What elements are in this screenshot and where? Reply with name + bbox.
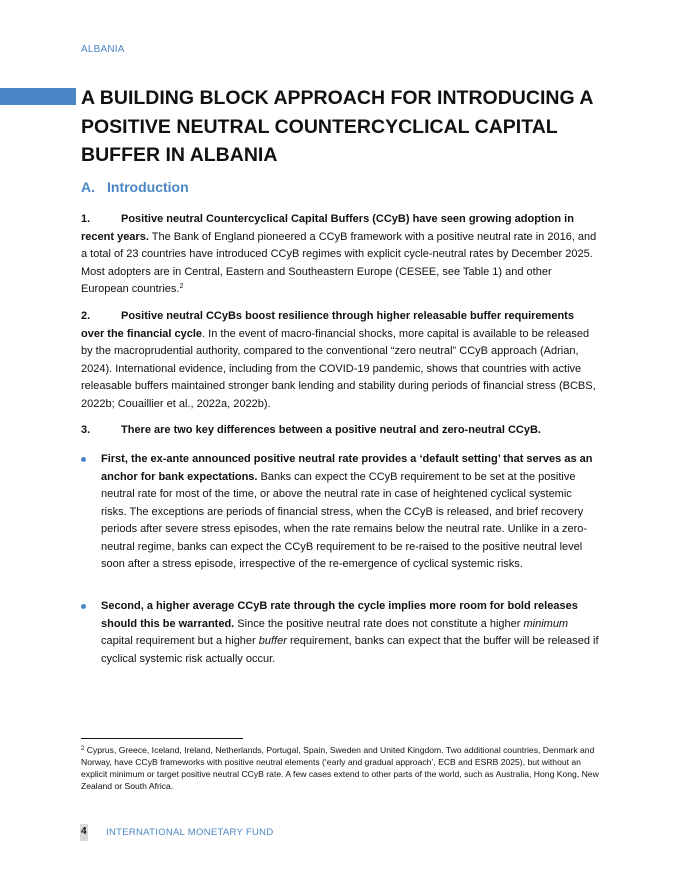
footnote-ref[interactable]: 2 [179, 283, 184, 290]
bullet-body: Banks can expect the CCyB requirement to be set at the positive neutral rate for most of the time, or above the neutral rate in case of heightened cyclical systemic risks. The exceptions are periods of financial stress, when the CCyB is released, and brief recovery periods after severe stress episodes, when the rate remains below the neutral rate. Unlike in a zero-neutral regime, banks can expect the CCyB requirement to be re-raised to the positive neutral level soon after a stress episode, irrespective of the re-emergence of cyclical systemic risks. [101, 470, 588, 570]
paragraph-number: 3. [81, 424, 91, 436]
paragraph-1 [81, 211, 599, 299]
bullet-text [101, 451, 599, 574]
footnote [81, 744, 601, 792]
bullet-dot-icon [81, 457, 86, 462]
section-number: A. [81, 179, 95, 195]
bullet-lead: First, the ex-ante announced positive neutral rate provides a ‘default setting’ that serves as an anchor for bank expectations. [101, 453, 593, 483]
page-title: A BUILDING BLOCK APPROACH FOR INTRODUCING A POSITIVE NEUTRAL COUNTERCYCLICAL CAPITAL BUFFER IN ALBANIA [81, 87, 593, 166]
paragraph-number: 1. [81, 213, 91, 225]
paragraph-3 [81, 422, 599, 440]
footer-organization: INTERNATIONAL MONETARY FUND [106, 827, 274, 838]
title-accent-bar [0, 88, 76, 105]
bullet-item-1 [81, 451, 599, 574]
paragraph-2 [81, 308, 599, 413]
paragraph-body: . In the event of macro-financial shocks, more capital is available to be released by the macroprudential authority, compared to the conventional “zero neutral” CCyB approach (Adrian, 2024). International evidence, including from the COVID-19 pandemic, shows that countries with active releasable buffers maintained stronger bank lending and stability during periods of financial stress (BCBS, 2022b; Couaillier et al., 2022a, 2022b). [81, 327, 596, 410]
bullet-body: requirement, banks can expect that the buffer will be released if cyclical systemic risk actually occur. [101, 635, 599, 665]
footnote-divider [81, 738, 243, 739]
bullet-body: Since the positive neutral rate does not constitute a higher [234, 617, 524, 630]
footnote-text: Cyprus, Greece, Iceland, Ireland, Netherlands, Portugal, Spain, Sweden and United Kingdom. Two additional countries, Denmark and Norway, have CCyB frameworks with positive neutral elements (‘early and gradual approach’, ECB and ESRB 2025), but without an explicit minimum or target positive neutral CCyB rate. A few cases extend to other parts of the world, such as Australia, Hong Kong, New Zealand or South Africa. [81, 745, 599, 791]
bullet-text [101, 598, 599, 668]
footnote-marker: 2 [81, 746, 85, 752]
paragraph-lead: Positive neutral Countercyclical Capital Buffers (CCyB) have seen growing adoption in recent years. [81, 213, 574, 243]
running-head: ALBANIA [81, 44, 125, 55]
page-number: 4 [81, 826, 87, 837]
bullet-item-2 [81, 598, 599, 668]
section-heading [81, 179, 189, 195]
bullet-dot-icon [81, 604, 86, 609]
bullet-emphasis: minimum [523, 617, 569, 630]
bullet-body: capital requirement but a higher [101, 635, 259, 647]
bullet-lead: Second, a higher average CCyB rate through the cycle implies more room for bold releases should this be warranted. [101, 600, 578, 630]
paragraph-number: 2. [81, 310, 91, 322]
bullet-emphasis: buffer [258, 635, 287, 647]
paragraph-lead: There are two key differences between a positive neutral and zero-neutral CCyB. [121, 424, 541, 436]
paragraph-lead: Positive neutral CCyBs boost resilience through higher releasable buffer requirements over the financial cycle [81, 310, 574, 340]
paragraph-body: The Bank of England pioneered a CCyB framework with a positive neutral rate in 2016, and a total of 23 countries have introduced CCyB regimes with explicit cycle-neutral rates by December 2025. Most adopters are in Central, Eastern and Southeastern Europe (CESEE, see Table 1) and other European countries. [81, 230, 597, 295]
section-title: Introduction [107, 179, 189, 195]
